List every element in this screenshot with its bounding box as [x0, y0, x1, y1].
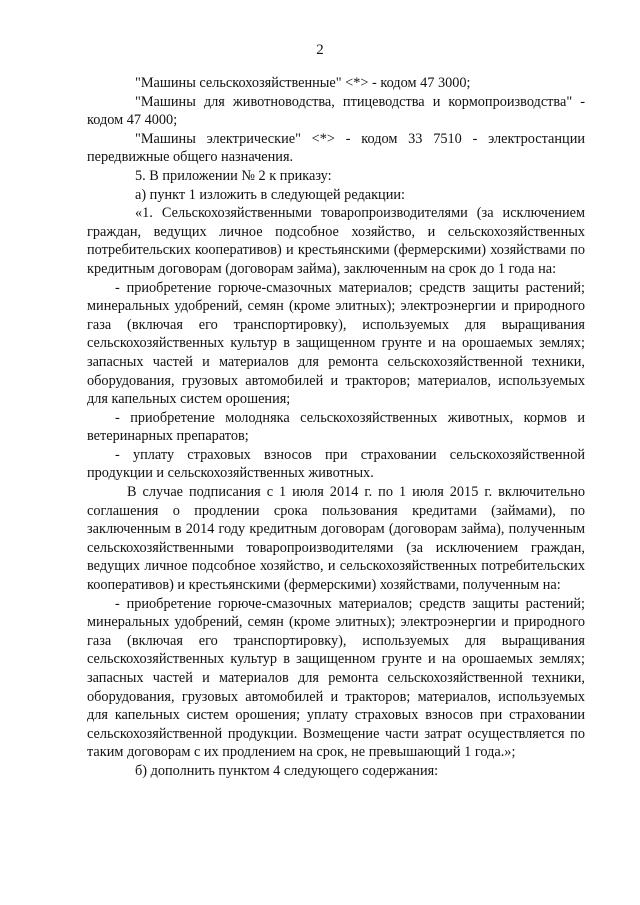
paragraph-subitem-a: а) пункт 1 изложить в следующей редакции: [135, 186, 405, 203]
list-item-insurance: - уплату страховых взносов при страховании сельскохозяйственной продукции и сельскохозяйственных животных. [87, 446, 585, 482]
paragraph-clause-1: «1. Сельскохозяйственными товаропроизводителями (за исключением граждан, ведущих личное подсобное хозяйство, и сельскохозяйственных потребительских кооперативов) и крестьянскими (фермерскими) хозяйствами по кредитным договорам (договорам займа), заключенным на срок до 1 года на: [87, 205, 585, 277]
paragraph-item-5: 5. В приложении № 2 к приказу: [135, 167, 332, 184]
page-number: 2 [316, 42, 324, 58]
paragraph-extension-case: В случае подписания с 1 июля 2014 г. по 1 июля 2015 г. включительно соглашения о продлении срока пользования кредитами (займами), по заключенным в 2014 году кредитным договорам (договорам займа), полученным сельскохозяйственными товаропроизводителями (за исключением граждан, ведущих личное подсобное хозяйство, и сельскохозяйственных потребительских кооперативов) и крестьянскими (фермерскими) хозяйствами, полученным на: [87, 484, 585, 594]
paragraph-machines-agricultural: "Машины сельскохозяйственные" <*> - кодом 47 3000; [135, 75, 471, 91]
paragraph-machines-electric: "Машины электрические" <*> - кодом 33 7510 - электростанции передвижные общего назначения. [87, 130, 585, 166]
document-body [87, 74, 585, 781]
list-item-extension-purposes: - приобретение горюче-смазочных материалов; средств защиты растений; минеральных удобрений, семян (кроме элитных); электроэнергии и природного газа (включая его транспортировку), используемых для выращивания сельскохозяйственных культур в защищенном грунте и на орошаемых землях; запасных частей и материалов для ремонта сельскохозяйственной техники, оборудования, грузовых автомобилей и тракторов; материалов, используемых для капельных систем орошения; уплату страховых взносов при страховании сельскохозяйственной продукции. Возмещение части затрат осуществляется по таким договорам с их продлением на срок, не превышающий 1 года.»; [87, 595, 585, 761]
paragraph-machines-livestock: "Машины для животноводства, птицеводства и кормопроизводства" - кодом 47 4000; [87, 93, 585, 129]
paragraph-subitem-b: б) дополнить пунктом 4 следующего содержания: [135, 762, 439, 779]
list-item-livestock: - приобретение молодняка сельскохозяйственных животных, кормов и ветеринарных препаратов; [87, 409, 585, 445]
list-item-fuel-fertilizers: - приобретение горюче-смазочных материалов; средств защиты растений; минеральных удобрений, семян (кроме элитных); электроэнергии и природного газа (включая его транспортировку), используемых для выращивания сельскохозяйственных культур в защищенном грунте и на орошаемых землях; запасных частей и материалов для ремонта сельскохозяйственной техники, оборудования, грузовых автомобилей и тракторов; материалов, используемых для капельных систем орошения; [87, 279, 585, 408]
